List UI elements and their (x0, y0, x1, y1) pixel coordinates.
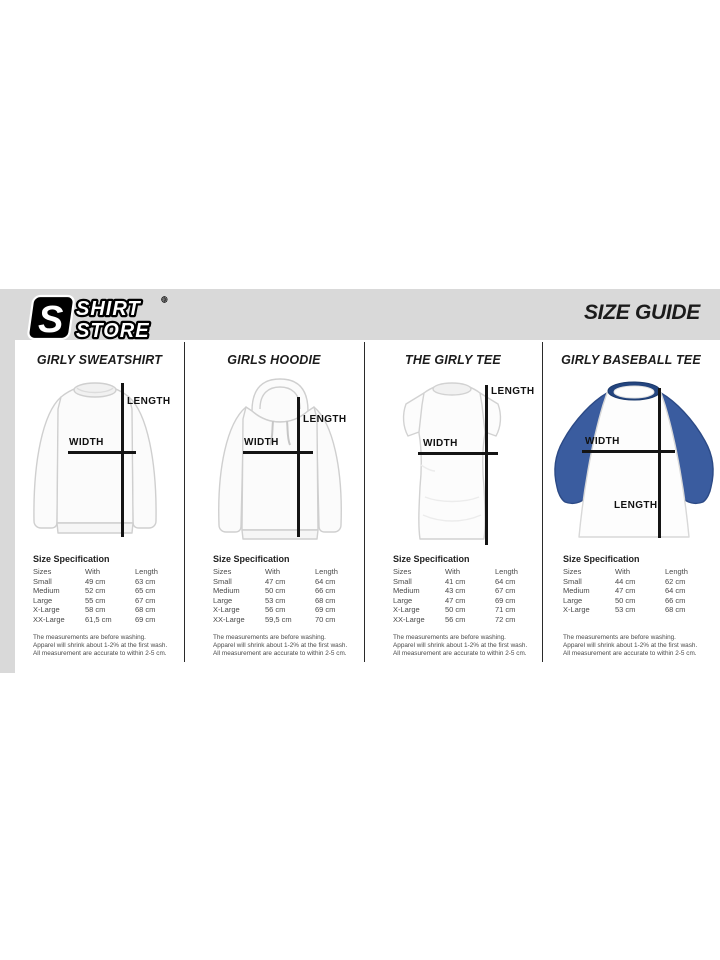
table-row: Medium 43 cm 67 cm (393, 586, 516, 596)
width-label: WIDTH (69, 437, 104, 448)
table-row: Medium 52 cm 65 cm (33, 586, 156, 596)
table-col-width: With (265, 567, 280, 576)
table-row: Small 47 cm 64 cm (213, 576, 336, 586)
size-table (563, 577, 707, 615)
note-line: Apparel will shrink about 1-2% at the first wash. (393, 641, 528, 649)
note-line: All measurement are accurate to within 2-5 cm. (393, 649, 527, 657)
size-table (33, 577, 177, 625)
registered-mark: ® (162, 297, 167, 304)
note-line: The measurements are before washing. (563, 634, 676, 641)
size-spec-heading: Size Specification (563, 554, 640, 564)
size-guide-content (0, 340, 720, 673)
table-row: X-Large 56 cm 69 cm (213, 605, 336, 615)
table-row: X-Large 58 cm 68 cm (33, 605, 156, 615)
note-line: All measurement are accurate to within 2-5 cm. (213, 649, 347, 657)
size-spec-heading: Size Specification (393, 554, 470, 564)
table-col-length: Length (135, 567, 158, 576)
note-line: Apparel will shrink about 1-2% at the first wash. (213, 641, 348, 649)
logo-mark: S (38, 299, 64, 341)
garment-diagram (542, 375, 720, 552)
note-line: All measurement are accurate to within 2-5 cm. (563, 649, 697, 657)
table-row: XX-Large 61,5 cm 69 cm (33, 614, 156, 624)
table-header-row (213, 567, 357, 577)
size-specification (213, 554, 357, 624)
length-line (485, 385, 488, 545)
table-row: Small 49 cm 63 cm (33, 576, 156, 586)
size-spec-heading: Size Specification (213, 554, 290, 564)
measurement-note (563, 634, 697, 658)
note-line: All measurement are accurate to within 2-5 cm. (33, 649, 167, 657)
product-title: GIRLY SWEATSHIRT (36, 353, 163, 367)
product-column-tee (364, 340, 542, 673)
table-col-length: Length (495, 567, 518, 576)
size-specification (393, 554, 537, 624)
table-row: XX-Large 56 cm 72 cm (393, 614, 516, 624)
shirt-store-logo-icon (24, 293, 174, 343)
length-line (297, 397, 300, 537)
length-label: LENGTH (127, 396, 171, 407)
table-row: XX-Large 59,5 cm 70 cm (213, 614, 336, 624)
size-specification (563, 554, 707, 624)
table-col-length: Length (665, 567, 688, 576)
hoodie-image (193, 375, 363, 552)
table-row: Medium 47 cm 64 cm (563, 586, 686, 596)
table-col-sizes: Sizes (213, 567, 232, 576)
width-line (243, 451, 313, 454)
note-line: The measurements are before washing. (213, 634, 326, 641)
table-row: Large 55 cm 67 cm (33, 595, 156, 605)
logo-line2: STORE (76, 320, 150, 342)
product-column-baseball-tee (542, 340, 720, 673)
garment-diagram (364, 375, 542, 552)
product-column-sweatshirt (15, 340, 184, 673)
table-header-row (563, 567, 707, 577)
length-label: LENGTH (303, 414, 347, 425)
size-spec-heading: Size Specification (33, 554, 110, 564)
garment-diagram (184, 375, 364, 552)
table-row: X-Large 50 cm 71 cm (393, 605, 516, 615)
note-line: Apparel will shrink about 1-2% at the first wash. (563, 641, 698, 649)
note-line: Apparel will shrink about 1-2% at the first wash. (33, 641, 168, 649)
width-line (68, 451, 136, 454)
note-line: The measurements are before washing. (33, 634, 146, 641)
length-line (658, 388, 661, 538)
table-row: Small 44 cm 62 cm (563, 576, 686, 586)
table-row: Large 53 cm 68 cm (213, 595, 336, 605)
measurement-note (213, 634, 347, 658)
table-header-row (393, 567, 537, 577)
header-bar (0, 289, 720, 340)
product-column-hoodie (184, 340, 364, 673)
length-label: LENGTH (491, 386, 535, 397)
measurement-note (33, 634, 167, 658)
width-label: WIDTH (244, 437, 279, 448)
logo-line1: SHIRT (76, 298, 141, 320)
table-col-width: With (445, 567, 460, 576)
table-row: Large 50 cm 66 cm (563, 595, 686, 605)
table-col-width: With (85, 567, 100, 576)
product-title: GIRLY BASEBALL TEE (561, 353, 701, 367)
table-col-sizes: Sizes (393, 567, 412, 576)
size-specification (33, 554, 177, 624)
length-label: LENGTH (614, 500, 658, 511)
table-row: X-Large 53 cm 68 cm (563, 605, 686, 615)
page-title: SIZE GUIDE (583, 301, 700, 324)
length-line (121, 383, 124, 537)
table-row: Small 41 cm 64 cm (393, 576, 516, 586)
measurement-note (393, 634, 527, 658)
width-line (418, 452, 498, 455)
note-line: The measurements are before washing. (393, 634, 506, 641)
size-table (393, 577, 537, 625)
table-header-row (33, 567, 177, 577)
width-label: WIDTH (423, 438, 458, 449)
product-title: THE GIRLY TEE (405, 353, 501, 367)
table-col-length: Length (315, 567, 338, 576)
table-row: Medium 50 cm 66 cm (213, 586, 336, 596)
table-col-sizes: Sizes (33, 567, 52, 576)
table-col-width: With (615, 567, 630, 576)
table-col-sizes: Sizes (563, 567, 582, 576)
girly-tee-image (365, 375, 535, 552)
baseball-tee-image (545, 375, 720, 552)
size-table (213, 577, 357, 625)
width-label: WIDTH (585, 436, 620, 447)
product-title: GIRLS HOODIE (227, 353, 321, 367)
width-line (582, 450, 675, 453)
table-row: Large 47 cm 69 cm (393, 595, 516, 605)
garment-diagram (15, 375, 184, 552)
